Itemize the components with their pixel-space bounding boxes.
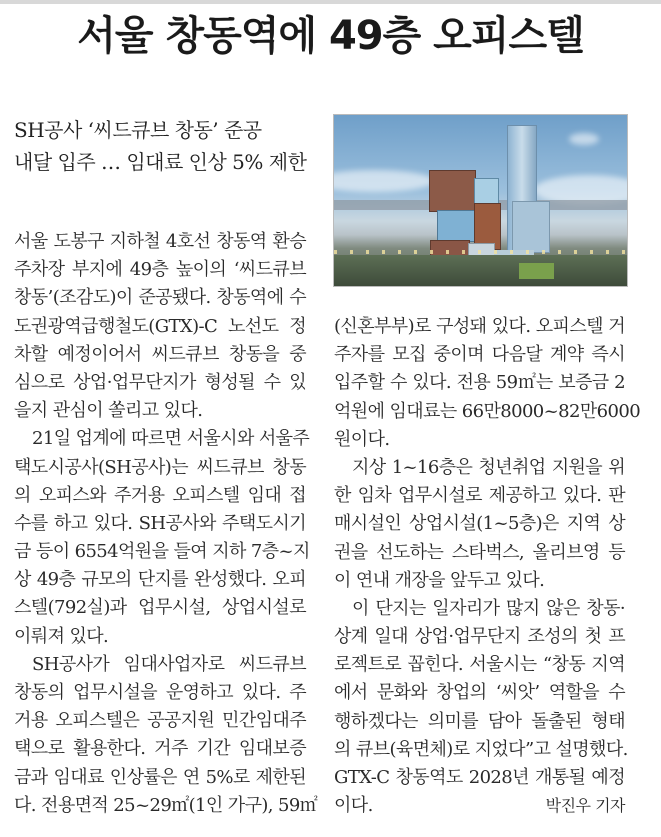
article-line: 매시설인 상업시설(1~5층)은 지역 상 xyxy=(334,513,625,535)
byline: 박진우 기자 xyxy=(545,796,625,816)
article-line: 에서 문화와 창업의 ‘씨앗’ 역할을 수 xyxy=(334,682,625,704)
article-line: 거용 오피스텔은 공공지원 민간임대주 xyxy=(14,710,306,732)
article-line: 창동의 업무시설을 운영하고 있다. 주 xyxy=(14,682,306,703)
article-line: SH공사가 임대사업자로 씨드큐브 xyxy=(32,653,306,675)
article-line: 이 연내 개장을 앞두고 있다. xyxy=(334,569,545,591)
article-line: 창동’(조감도)이 준공됐다. 창동역에 수 xyxy=(14,287,306,309)
article-line: 억원에 임대료는 66만8000~82만6000 xyxy=(334,400,641,422)
building-rendering-photo xyxy=(333,114,628,287)
article-line: 상 49층 규모의 단지를 완성했다. 오피 xyxy=(14,569,306,591)
headline: 서울 창동역에 49층 오피스텔 xyxy=(77,13,584,59)
article-line: GTX-C 창동역도 2028년 개통될 예정 xyxy=(334,767,625,788)
article-line: 택도시공사(SH공사)는 씨드큐브 창동 xyxy=(14,456,306,478)
article-line: 심으로 상업·업무단지가 형성될 수 있 xyxy=(14,371,306,393)
article-line: 이 단지는 일자리가 많지 않은 창동· xyxy=(352,597,625,619)
article-line: 상계 일대 상업·업무단지 조성의 첫 프 xyxy=(334,626,625,648)
article-line: 권을 선도하는 스타벅스, 올리브영 등 xyxy=(334,541,625,563)
article-column-right xyxy=(334,313,641,820)
article-line: 입주할 수 있다. 전용 59㎡는 보증금 2 xyxy=(334,372,625,394)
article-line: 주차장 부지에 49층 높이의 ‘씨드큐브 xyxy=(14,259,306,281)
article-line: 주자를 모집 중이며 다음달 계약 즉시 xyxy=(334,344,625,366)
article-line: 행하겠다는 의미를 담아 돌출된 형태 xyxy=(334,710,625,732)
article-line: 의 오피스와 주거용 오피스텔 임대 접 xyxy=(14,484,306,506)
subheadline xyxy=(14,114,324,178)
article-line: 로젝트로 꼽힌다. 서울시는 “창동 지역 xyxy=(334,654,625,676)
article-line: 을지 관심이 쏠리고 있다. xyxy=(14,400,203,422)
article-line: 금 등이 6554억원을 들여 지하 7층~지 xyxy=(14,541,310,563)
article-line: 21일 업계에 따르면 서울시와 서울주 xyxy=(32,428,310,450)
article-line: 스텔(792실)과 업무시설, 상업시설로 xyxy=(14,597,306,619)
article-line: 한 임차 업무시설로 제공하고 있다. 판 xyxy=(334,485,625,507)
article-column-left xyxy=(14,228,318,820)
article-line: 이뤄져 있다. xyxy=(14,625,109,647)
article-line: 지상 1~16층은 청년취업 지원을 위 xyxy=(352,456,625,478)
article-line: 수를 하고 있다. SH공사와 주택도시기 xyxy=(14,512,306,534)
article-line: (신혼부부)로 구성돼 있다. 오피스텔 거 xyxy=(334,316,625,337)
article-line: 원이다. xyxy=(334,428,390,450)
top-border xyxy=(0,0,661,4)
article-line: 이다. xyxy=(334,795,373,817)
article-line: 서울 도봉구 지하철 4호선 창동역 환승 xyxy=(14,231,306,252)
subheadline-line-2: 내달 입주 … 임대료 인상 5% 제한 xyxy=(14,150,307,174)
article-line: 다. 전용면적 25~29㎡(1인 가구), 59㎡ xyxy=(14,794,318,816)
article-line: 택으로 활용한다. 거주 기간 임대보증 xyxy=(14,738,306,760)
article-line: 차할 예정이어서 씨드큐브 창동을 중 xyxy=(14,343,306,365)
article-line: 금과 임대료 인상률은 연 5%로 제한된 xyxy=(14,766,306,788)
subheadline-line-1: SH공사 ‘씨드큐브 창동’ 준공 xyxy=(14,118,262,142)
article-line: 의 큐브(육면체)로 지었다”고 설명했다. xyxy=(334,738,628,760)
article-line: 도권광역급행철도(GTX)-C 노선도 정 xyxy=(14,315,306,337)
